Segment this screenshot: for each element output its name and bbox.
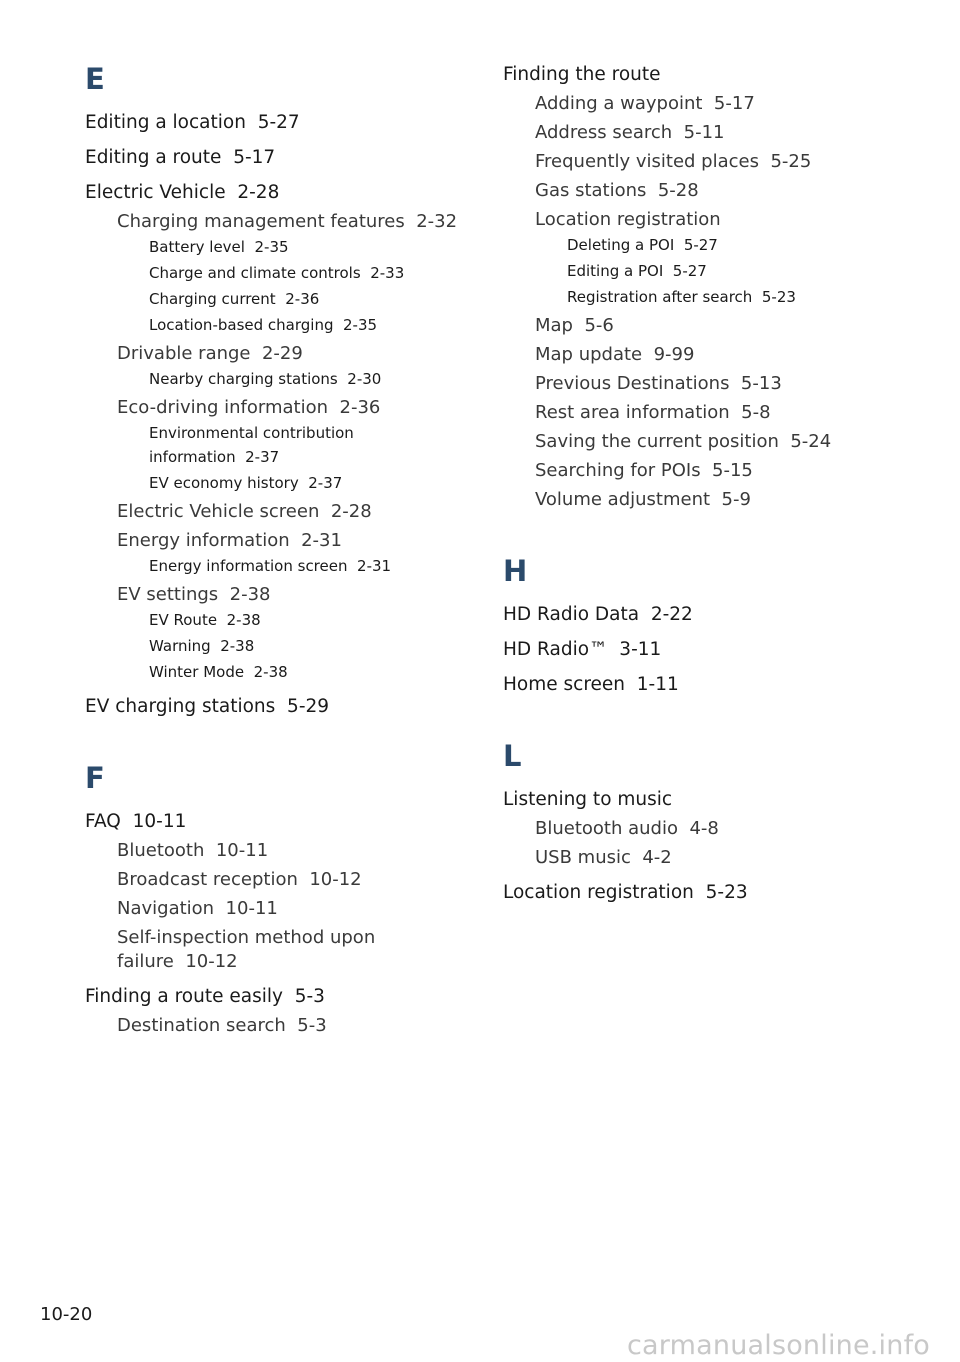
index-entry-address-search[interactable] bbox=[503, 121, 883, 145]
index-entry-label: Energy information bbox=[117, 530, 290, 551]
index-entry-label: Finding the route bbox=[503, 64, 661, 85]
index-entry-label: Editing a location bbox=[85, 112, 246, 133]
index-entry-saving-the-current-position[interactable] bbox=[503, 430, 883, 454]
index-entry-label: Gas stations bbox=[535, 180, 647, 201]
index-entry-label: EV economy history bbox=[149, 474, 299, 492]
index-entry-page-ref[interactable]: 5-11 bbox=[683, 122, 725, 143]
index-entry-page-ref[interactable]: 2-38 bbox=[253, 663, 288, 681]
index-entry-editing-a-route[interactable] bbox=[85, 145, 465, 170]
index-entry-location-based-charging[interactable] bbox=[85, 313, 465, 337]
index-entry-label: Finding a route easily bbox=[85, 986, 283, 1007]
index-entry-page-ref[interactable]: 10-11 bbox=[215, 840, 269, 861]
index-entry-environmental-contribution-information[interactable] bbox=[85, 421, 465, 469]
index-entry-page-ref[interactable]: 10-12 bbox=[185, 951, 238, 972]
section-letter-h: H bbox=[503, 554, 528, 588]
index-entry-label: Map bbox=[535, 315, 573, 336]
index-entry-bluetooth[interactable] bbox=[85, 839, 465, 863]
index-entry-label: Previous Destinations bbox=[535, 373, 730, 394]
index-entry-page-ref[interactable]: 2-37 bbox=[245, 448, 280, 466]
index-entry-page-ref[interactable]: 3-11 bbox=[619, 639, 662, 660]
index-entry-page-ref[interactable]: 2-38 bbox=[229, 584, 271, 605]
index-entry-page-ref[interactable]: 2-35 bbox=[343, 316, 378, 334]
index-entry-battery-level[interactable] bbox=[85, 235, 465, 259]
index-entry-hd-radio-data[interactable] bbox=[503, 602, 883, 627]
index-entry-label: Battery level bbox=[149, 238, 245, 256]
index-entry-page-ref[interactable]: 5-8 bbox=[741, 402, 771, 423]
index-entry-page-ref[interactable]: 10-12 bbox=[309, 869, 362, 890]
index-entry-self-inspection-method-upon-failure[interactable] bbox=[85, 926, 465, 974]
index-entry-label: Nearby charging stations bbox=[149, 370, 338, 388]
index-entry-registration-after-search[interactable] bbox=[503, 285, 883, 309]
index-entry-previous-destinations[interactable] bbox=[503, 372, 883, 396]
index-entry-finding-a-route-easily[interactable] bbox=[85, 984, 465, 1009]
index-entry-label: Volume adjustment bbox=[535, 489, 711, 510]
index-column-left bbox=[85, 0, 465, 1038]
index-entry-drivable-range[interactable] bbox=[85, 342, 465, 366]
index-entry-page-ref[interactable]: 10-11 bbox=[132, 811, 187, 832]
index-entry-ev-charging-stations[interactable] bbox=[85, 694, 465, 719]
index-entry-label: Bluetooth audio bbox=[535, 818, 678, 839]
index-entry-page-ref[interactable]: 5-27 bbox=[683, 236, 718, 254]
index-entry-charging-management-features[interactable] bbox=[85, 210, 465, 234]
index-entry-nearby-charging-stations[interactable] bbox=[85, 367, 465, 391]
index-entry-label: Bluetooth bbox=[117, 840, 205, 861]
index-entry-label: HD Radio Data bbox=[503, 604, 640, 625]
index-entry-label: Listening to music bbox=[503, 789, 673, 810]
index-entry-energy-information-screen[interactable] bbox=[85, 554, 465, 578]
index-entry-page-ref[interactable]: 5-17 bbox=[233, 147, 276, 168]
index-entry-label: Location registration bbox=[503, 882, 694, 903]
index-entry-label: EV settings bbox=[117, 584, 219, 605]
index-entry-charge-and-climate-controls[interactable] bbox=[85, 261, 465, 285]
index-entry-label: Charging management features bbox=[117, 211, 405, 232]
index-entry-destination-search[interactable] bbox=[85, 1014, 465, 1038]
index-entry-label: Winter Mode bbox=[149, 663, 245, 681]
index-entry-page-ref[interactable]: 4-8 bbox=[689, 818, 719, 839]
watermark[interactable]: carmanualsonline.info bbox=[627, 1330, 930, 1361]
index-entry-label: Destination search bbox=[117, 1015, 286, 1036]
index-entry-label: FAQ bbox=[85, 811, 121, 832]
index-entry-listening-to-music[interactable] bbox=[503, 787, 883, 812]
index-entry-label: Broadcast reception bbox=[117, 869, 298, 890]
index-entry-label: Location-based charging bbox=[149, 316, 334, 334]
index-entry-eco-driving-information[interactable] bbox=[85, 396, 465, 420]
index-entry-ev-economy-history[interactable] bbox=[85, 471, 465, 495]
index-entry-page-ref[interactable]: 5-23 bbox=[705, 882, 748, 903]
index-entry-finding-the-route[interactable] bbox=[503, 62, 883, 87]
index-entry-map-update[interactable] bbox=[503, 343, 883, 367]
index-entry-page-ref[interactable]: 4-2 bbox=[642, 847, 672, 868]
index-entry-label: Home screen bbox=[503, 674, 626, 695]
index-entry-page-ref[interactable]: 2-36 bbox=[285, 290, 320, 308]
index-entry-ev-settings[interactable] bbox=[85, 583, 465, 607]
index-entry-gas-stations[interactable] bbox=[503, 179, 883, 203]
index-entry-usb-music[interactable] bbox=[503, 846, 883, 870]
index-entry-page-ref[interactable]: 2-35 bbox=[254, 238, 289, 256]
index-entry-label: Energy information screen bbox=[149, 557, 348, 575]
section-letter-l: L bbox=[503, 739, 522, 773]
index-entry-label: Location registration bbox=[535, 209, 721, 230]
index-entry-label: Electric Vehicle screen bbox=[117, 501, 320, 522]
index-entry-home-screen[interactable] bbox=[503, 672, 883, 697]
index-entry-page-ref[interactable]: 5-6 bbox=[584, 315, 614, 336]
index-entry-page-ref[interactable]: 5-27 bbox=[257, 112, 300, 133]
index-entry-label: Deleting a POI bbox=[567, 236, 675, 254]
index-entry-page-ref[interactable]: 9-99 bbox=[653, 344, 695, 365]
index-entry-label: Self-inspection method upon failure bbox=[117, 927, 376, 972]
index-entry-page-ref[interactable]: 2-22 bbox=[650, 604, 693, 625]
index-entry-page-ref[interactable]: 5-15 bbox=[712, 460, 753, 481]
index-entry-page-ref[interactable]: 2-29 bbox=[261, 343, 303, 364]
index-entry-frequently-visited-places[interactable] bbox=[503, 150, 883, 174]
index-entry-page-ref[interactable]: 5-28 bbox=[657, 180, 699, 201]
index-entry-broadcast-reception[interactable] bbox=[85, 868, 465, 892]
index-entry-page-ref[interactable]: 1-11 bbox=[636, 674, 679, 695]
index-entry-label: USB music bbox=[535, 847, 631, 868]
section-letter-f: F bbox=[85, 761, 105, 795]
index-entry-navigation[interactable] bbox=[85, 897, 465, 921]
index-entry-page-ref[interactable]: 2-30 bbox=[347, 370, 382, 388]
index-entry-label: Warning bbox=[149, 637, 211, 655]
index-entry-label: Rest area information bbox=[535, 402, 730, 423]
index-entry-deleting-a-poi[interactable] bbox=[503, 233, 883, 257]
index-entry-electric-vehicle-screen[interactable] bbox=[85, 500, 465, 524]
index-entry-page-ref[interactable]: 5-23 bbox=[761, 288, 796, 306]
index-entry-page-ref[interactable]: 5-17 bbox=[713, 93, 755, 114]
index-entry-page-ref[interactable]: 5-27 bbox=[672, 262, 707, 280]
index-entry-label: Adding a waypoint bbox=[535, 93, 703, 114]
index-entry-page-ref[interactable]: 2-37 bbox=[308, 474, 343, 492]
index-entry-label: Environmental contribution information bbox=[149, 424, 354, 466]
index-entry-energy-information[interactable] bbox=[85, 529, 465, 553]
index-entry-label: Eco-driving information bbox=[117, 397, 329, 418]
index-entry-adding-a-waypoint[interactable] bbox=[503, 92, 883, 116]
page-number: 10-20 bbox=[40, 1304, 93, 1325]
index-entry-searching-for-pois[interactable] bbox=[503, 459, 883, 483]
index-column-right bbox=[503, 0, 883, 905]
section-letter-e: E bbox=[85, 62, 105, 96]
index-entry-label: Registration after search bbox=[567, 288, 753, 306]
index-entry-label: Editing a POI bbox=[567, 262, 664, 280]
index-entry-page-ref[interactable]: 2-36 bbox=[339, 397, 381, 418]
index-entry-label: Navigation bbox=[117, 898, 215, 919]
index-entry-location-registration[interactable] bbox=[503, 880, 883, 905]
index-entry-label: Searching for POIs bbox=[535, 460, 701, 481]
index-entry-bluetooth-audio[interactable] bbox=[503, 817, 883, 841]
index-entry-label: Editing a route bbox=[85, 147, 222, 168]
index-entry-page-ref[interactable]: 5-9 bbox=[721, 489, 751, 510]
index-entry-winter-mode[interactable] bbox=[85, 660, 465, 684]
index-entry-page-ref[interactable]: 2-28 bbox=[330, 501, 372, 522]
index-entry-label: Charge and climate controls bbox=[149, 264, 361, 282]
index-entry-page-ref[interactable]: 2-28 bbox=[237, 182, 280, 203]
index-entry-label: EV charging stations bbox=[85, 696, 276, 717]
index-entry-page-ref[interactable]: 5-3 bbox=[297, 1015, 327, 1036]
index-entry-volume-adjustment[interactable] bbox=[503, 488, 883, 512]
index-entry-page-ref[interactable]: 5-13 bbox=[740, 373, 782, 394]
index-entry-page-ref[interactable]: 2-32 bbox=[416, 211, 458, 232]
index-entry-page-ref[interactable]: 5-3 bbox=[294, 986, 325, 1007]
index-entry-warning[interactable] bbox=[85, 634, 465, 658]
index-entry-page-ref[interactable]: 5-29 bbox=[287, 696, 330, 717]
index-entry-hd-radio[interactable] bbox=[503, 637, 883, 662]
index-entry-faq[interactable] bbox=[85, 809, 465, 834]
index-entry-page-ref[interactable]: 5-24 bbox=[790, 431, 832, 452]
index-entry-label: Drivable range bbox=[117, 343, 251, 364]
index-entry-map[interactable] bbox=[503, 314, 883, 338]
index-entry-rest-area-information[interactable] bbox=[503, 401, 883, 425]
index-entry-page-ref[interactable]: 2-38 bbox=[220, 637, 255, 655]
index-entry-label: HD Radio™ bbox=[503, 639, 608, 660]
index-entry-label: Charging current bbox=[149, 290, 276, 308]
index-entry-label: Address search bbox=[535, 122, 673, 143]
index-entry-label: Map update bbox=[535, 344, 643, 365]
index-entry-page-ref[interactable]: 2-31 bbox=[357, 557, 392, 575]
index-entry-editing-a-location[interactable] bbox=[85, 110, 465, 135]
index-entry-charging-current[interactable] bbox=[85, 287, 465, 311]
index-entry-label: Frequently visited places bbox=[535, 151, 759, 172]
index-entry-page-ref[interactable]: 2-33 bbox=[370, 264, 405, 282]
index-entry-electric-vehicle[interactable] bbox=[85, 180, 465, 205]
index-entry-label: EV Route bbox=[149, 611, 218, 629]
index-entry-label: Electric Vehicle bbox=[85, 182, 226, 203]
index-entry-page-ref[interactable]: 5-25 bbox=[770, 151, 812, 172]
index-entry-page-ref[interactable]: 2-31 bbox=[301, 530, 342, 551]
index-entry-page-ref[interactable]: 10-11 bbox=[225, 898, 278, 919]
index-entry-ev-route[interactable] bbox=[85, 608, 465, 632]
index-entry-editing-a-poi[interactable] bbox=[503, 259, 883, 283]
index-entry-location-registration[interactable] bbox=[503, 208, 883, 232]
index-entry-page-ref[interactable]: 2-38 bbox=[226, 611, 261, 629]
index-entry-label: Saving the current position bbox=[535, 431, 779, 452]
